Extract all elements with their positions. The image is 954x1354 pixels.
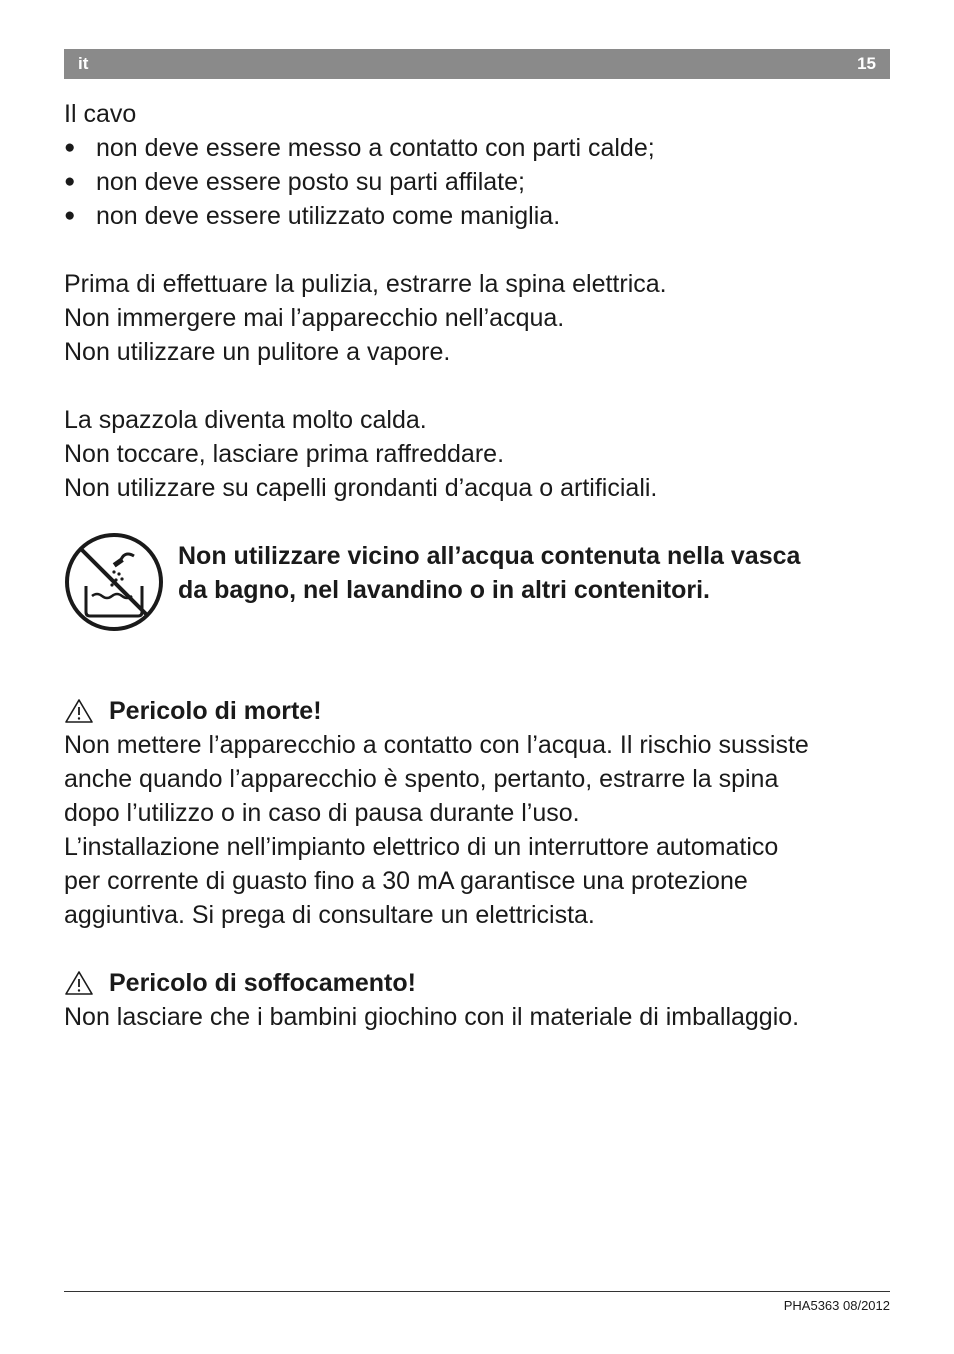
danger-death-heading bbox=[64, 694, 894, 728]
danger-suffocation-title: Pericolo di soffocamento! bbox=[109, 969, 416, 997]
language-label: it bbox=[78, 54, 89, 73]
cleaning-section bbox=[64, 267, 894, 369]
text-line: dopo l’utilizzo o in caso di pausa durante l’uso. bbox=[64, 799, 580, 827]
list-item: ● non deve essere posto su parti affilate; bbox=[64, 165, 894, 199]
page-header bbox=[64, 49, 890, 79]
text-line: da bagno, nel lavandino o in altri contenitori. bbox=[178, 576, 710, 604]
text-line: La spazzola diventa molto calda. bbox=[64, 406, 427, 434]
no-water-bath-icon bbox=[64, 532, 164, 632]
text-line: anche quando l’apparecchio è spento, pertanto, estrarre la spina bbox=[64, 765, 779, 793]
danger-suffocation-heading bbox=[64, 966, 894, 1000]
footer-divider bbox=[64, 1291, 890, 1292]
danger-death-section bbox=[64, 694, 894, 932]
water-warning bbox=[64, 539, 894, 632]
text-line: Non mettere l’apparecchio a contatto con l’acqua. Il rischio sussiste bbox=[64, 731, 809, 759]
page-content bbox=[64, 97, 894, 1034]
cord-bullet-list bbox=[64, 131, 894, 233]
text-line: Non lasciare che i bambini giochino con il materiale di imballaggio. bbox=[64, 1003, 800, 1031]
list-item: ● non deve essere utilizzato come maniglia. bbox=[64, 199, 894, 233]
brush-section bbox=[64, 403, 894, 505]
cord-intro: Il cavo bbox=[64, 100, 137, 128]
text-line: Non toccare, lasciare prima raffreddare. bbox=[64, 440, 505, 468]
text-line: Non utilizzare un pulitore a vapore. bbox=[64, 338, 451, 366]
water-warning-text bbox=[178, 539, 800, 607]
cord-section bbox=[64, 97, 894, 233]
text-line: per corrente di guasto fino a 30 mA garantisce una protezione bbox=[64, 867, 748, 895]
danger-suffocation-section bbox=[64, 966, 894, 1034]
footer-model-date: PHA5363 08/2012 bbox=[783, 1298, 890, 1313]
list-item: ● non deve essere messo a contatto con parti calde; bbox=[64, 131, 894, 165]
danger-death-title: Pericolo di morte! bbox=[109, 697, 322, 725]
text-line: Prima di effettuare la pulizia, estrarre la spina elettrica. bbox=[64, 270, 667, 298]
page-number: 15 bbox=[857, 54, 876, 73]
text-line: Non utilizzare vicino all’acqua contenuta nella vasca bbox=[178, 542, 801, 570]
warning-triangle-icon bbox=[64, 970, 94, 996]
text-line: aggiuntiva. Si prega di consultare un elettricista. bbox=[64, 901, 595, 929]
warning-triangle-icon bbox=[64, 698, 94, 724]
text-line: Non utilizzare su capelli grondanti d’acqua o artificiali. bbox=[64, 474, 658, 502]
text-line: L’installazione nell’impianto elettrico di un interruttore automatico bbox=[64, 833, 779, 861]
text-line: Non immergere mai l’apparecchio nell’acqua. bbox=[64, 304, 565, 332]
